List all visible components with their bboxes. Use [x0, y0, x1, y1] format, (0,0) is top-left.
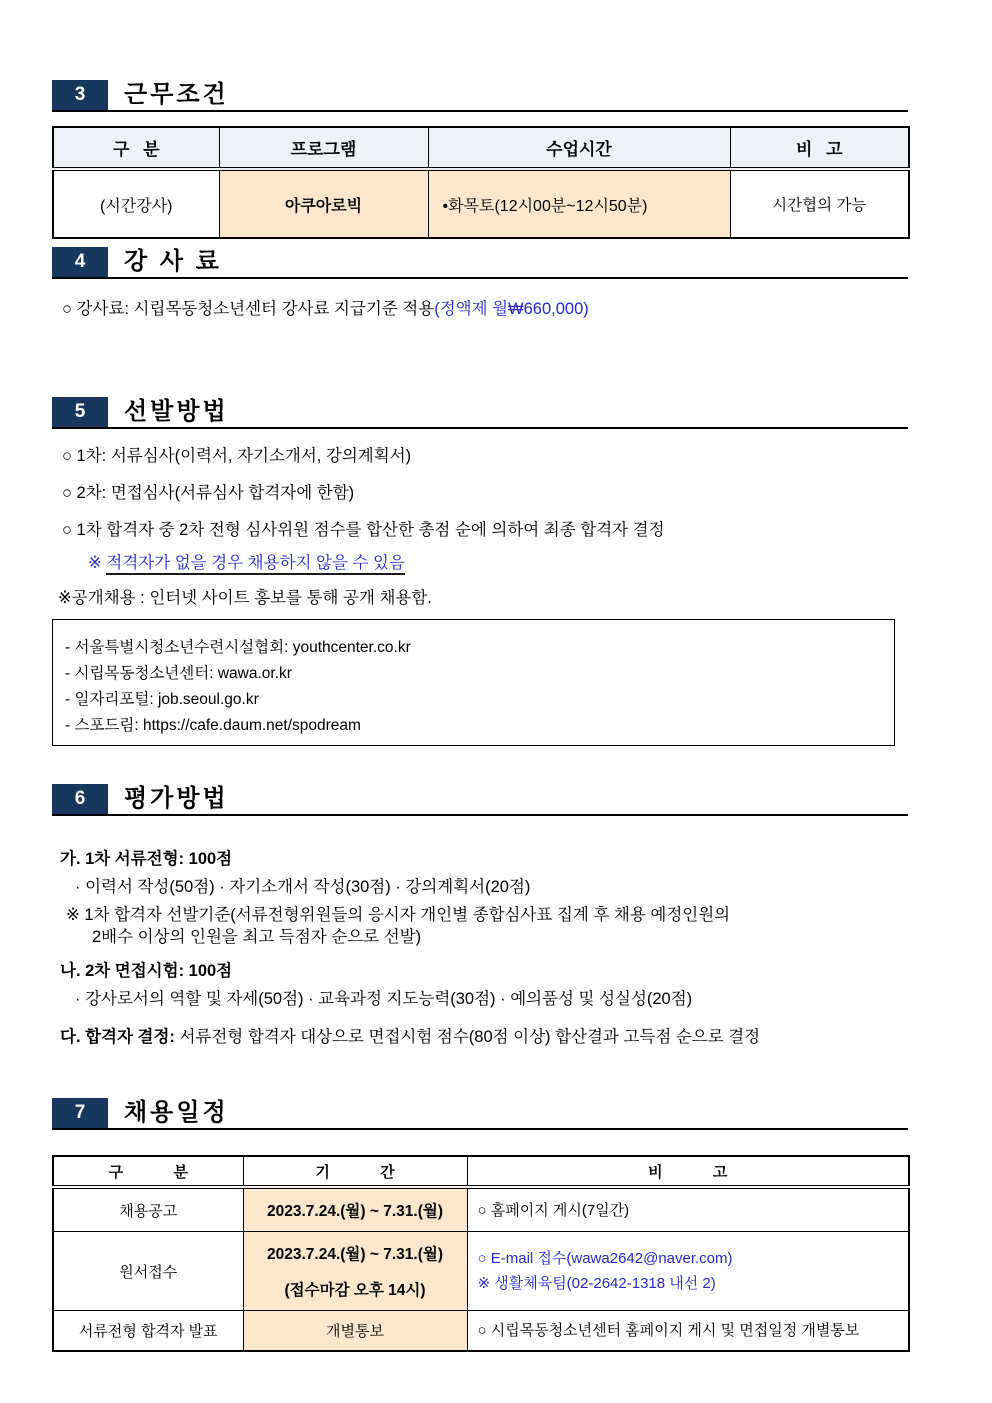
section-7-header [52, 1098, 908, 1130]
section-7-title: 채용일정 [124, 1099, 229, 1126]
selection-bullet-1: ○ 1차: 서류심사(이력서, 자기소개서, 강의계획서) [62, 447, 412, 465]
caution-mark: ※ [88, 554, 102, 572]
cell-period: 개별통보 [243, 1311, 467, 1352]
section-4-number-badge: 4 [52, 247, 108, 277]
period-line-2: (접수마감 오후 14시) [284, 1282, 426, 1299]
eval-final-decision-line [52, 1026, 908, 1048]
section-5-header [52, 397, 908, 429]
cell-category: 원서접수 [53, 1232, 243, 1311]
cell-remark [467, 1232, 909, 1311]
section-3-header [52, 80, 908, 112]
caution-text: 적격자가 없을 경우 채용하지 않을 수 있음 [106, 554, 404, 575]
site-link-youthcenter: - 서울특별시청소년수련시설협회: youthcenter.co.kr [65, 639, 411, 656]
cell-remark: 시간협의 가능 [730, 169, 909, 238]
fee-line [52, 297, 908, 321]
col-header-remark: 비 고 [467, 1156, 909, 1187]
cell-program: 아쿠아로빅 [219, 169, 428, 238]
section-6-title: 평가방법 [124, 785, 229, 812]
period-line-1: 2023.7.24.(월) ~ 7.31.(월) [267, 1246, 443, 1263]
eval-first-round-note-line1: ※ 1차 합격자 선발기준(서류전형위원들의 응시자 개인별 종합심사표 집계 후 채용 예정인원의 [66, 906, 731, 924]
final-decision-text: 서류전형 합격자 대상으로 면접시험 점수(80점 이상) 합산결과 고득점 순으로 결정 [174, 1028, 761, 1046]
eval-first-round-note-line2: 2배수 이상의 인원을 최고 득점자 순으로 선발) [92, 928, 422, 946]
schedule-row-announcement [53, 1187, 909, 1232]
site-link-spodream: - 스포드림: https://cafe.daum.net/spodream [65, 717, 361, 734]
section-3-title: 근무조건 [124, 81, 229, 108]
section-6-number-badge: 6 [52, 784, 108, 814]
eval-second-round-title: 나. 2차 면접시험: 100점 [60, 962, 233, 980]
cell-category: 서류전형 합격자 발표 [53, 1311, 243, 1352]
section-7-number-badge: 7 [52, 1098, 108, 1128]
recruitment-schedule-table [52, 1155, 910, 1352]
selection-bullet-2: ○ 2차: 면접심사(서류심사 합격자에 한함) [62, 484, 355, 502]
section-5-number-badge: 5 [52, 397, 108, 427]
working-conditions-data-row [53, 169, 909, 238]
remark-line: ○ 홈페이지 게시(7일간) [477, 1201, 630, 1219]
remark-line: ○ 시립목동청소년센터 홈페이지 게시 및 면접일정 개별통보 [477, 1322, 860, 1339]
eval-first-round-detail: · 이력서 작성(50점) · 자기소개서 작성(30점) · 강의계획서(20점) [75, 878, 531, 896]
section-6-header [52, 784, 908, 816]
cell-period: 2023.7.24.(월) ~ 7.31.(월) [243, 1187, 467, 1232]
selection-bullet-3: ○ 1차 합격자 중 2차 전형 심사위원 점수를 합산한 총점 순에 의하여 최종 합격자 결정 [62, 521, 665, 539]
site-link-wawa: - 시립목동청소년센터: wawa.or.kr [65, 665, 292, 682]
fee-text: ○ 강사료: 시립목동청소년센터 강사료 지급기준 적용 [62, 300, 435, 318]
recruitment-sites-box [52, 619, 895, 746]
remark-line-email: ○ E-mail 접수(wawa2642@naver.com) [477, 1250, 733, 1267]
remark-line-phone: ※ 생활체육팀(02-2642-1318 내선 2) [477, 1275, 716, 1292]
cell-class-time: •화목토(12시00분~12시50분) [428, 169, 730, 238]
schedule-row-application [53, 1232, 909, 1311]
schedule-row-result [53, 1311, 909, 1352]
section-4-header [52, 247, 908, 279]
col-header-class-time: 수업시간 [428, 127, 730, 169]
cell-category: (시간강사) [53, 169, 219, 238]
col-header-category: 구 분 [53, 1156, 243, 1187]
section-5-title: 선발방법 [124, 398, 229, 425]
final-decision-label: 다. 합격자 결정: [60, 1028, 175, 1046]
eval-first-round-title: 가. 1차 서류전형: 100점 [60, 850, 233, 868]
eval-second-round-detail: · 강사로서의 역할 및 자세(50점) · 교육과정 지도능력(30점) · 예의품성 및 성실성(20점) [75, 990, 693, 1008]
col-header-program: 프로그램 [219, 127, 428, 169]
schedule-header-row [53, 1156, 909, 1187]
site-link-job-seoul: - 일자리포털: job.seoul.go.kr [65, 691, 259, 708]
col-header-period: 기 간 [243, 1156, 467, 1187]
cell-category: 채용공고 [53, 1187, 243, 1232]
section-3-number-badge: 3 [52, 80, 108, 110]
cell-period [243, 1232, 467, 1311]
cell-remark [467, 1187, 909, 1232]
col-header-remark: 비 고 [730, 127, 909, 169]
col-header-category: 구 분 [53, 127, 219, 169]
working-conditions-header-row [53, 127, 909, 169]
selection-caution-note [52, 551, 908, 575]
open-recruitment-line: ※공개채용 : 인터넷 사이트 홍보를 통해 공개 채용함. [58, 589, 432, 607]
fee-highlight: (정액제 월₩660,000) [434, 300, 589, 318]
cell-remark [467, 1311, 909, 1352]
working-conditions-table [52, 126, 910, 239]
section-4-title: 강 사 료 [124, 248, 222, 275]
